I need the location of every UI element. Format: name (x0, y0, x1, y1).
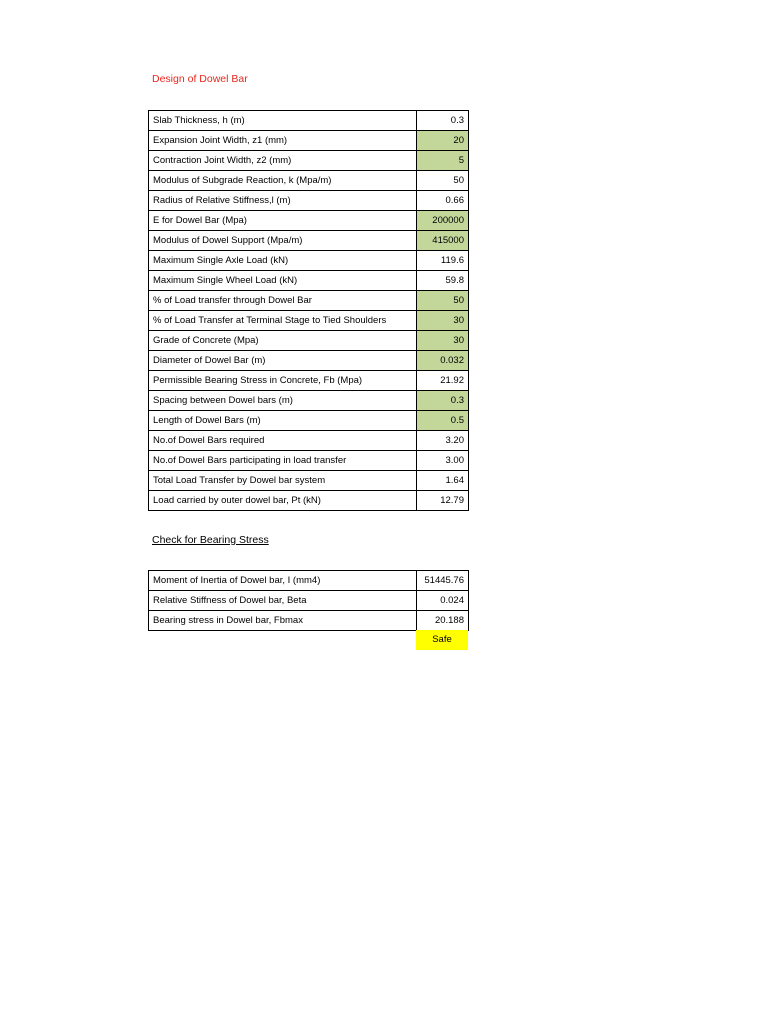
table-row (149, 231, 469, 251)
row-label: Total Load Transfer by Dowel bar system (149, 471, 417, 491)
computed-value-cell: 21.92 (417, 371, 469, 391)
document-title: Design of Dowel Bar (152, 73, 248, 85)
row-label: Diameter of Dowel Bar (m) (149, 351, 417, 371)
dowel-design-table (148, 110, 469, 511)
table-row (149, 211, 469, 231)
row-label: No.of Dowel Bars required (149, 431, 417, 451)
row-label: Bearing stress in Dowel bar, Fbmax (149, 611, 417, 631)
row-label: Relative Stiffness of Dowel bar, Beta (149, 591, 417, 611)
bearing-stress-heading: Check for Bearing Stress (152, 534, 269, 546)
table-row (149, 371, 469, 391)
row-label: E for Dowel Bar (Mpa) (149, 211, 417, 231)
input-value-cell[interactable]: 30 (417, 311, 469, 331)
computed-value-cell: 0.66 (417, 191, 469, 211)
row-label: Slab Thickness, h (m) (149, 111, 417, 131)
computed-value-cell: 51445.76 (417, 571, 469, 591)
row-label: Permissible Bearing Stress in Concrete, Fb (Mpa) (149, 371, 417, 391)
row-label: % of Load Transfer at Terminal Stage to Tied Shoulders (149, 311, 417, 331)
row-label: Maximum Single Wheel Load (kN) (149, 271, 417, 291)
bearing-stress-table-body (149, 571, 469, 631)
input-value-cell[interactable]: 0.5 (417, 411, 469, 431)
row-label: Expansion Joint Width, z1 (mm) (149, 131, 417, 151)
table-row (149, 271, 469, 291)
computed-value-cell: 0.024 (417, 591, 469, 611)
row-label: Radius of Relative Stiffness,l (m) (149, 191, 417, 211)
table-row (149, 571, 469, 591)
computed-value-cell: 1.64 (417, 471, 469, 491)
table-row (149, 491, 469, 511)
computed-value-cell: 119.6 (417, 251, 469, 271)
dowel-design-table-body (149, 111, 469, 511)
input-value-cell[interactable]: 0.3 (417, 391, 469, 411)
table-row (149, 251, 469, 271)
table-row (149, 171, 469, 191)
input-value-cell[interactable]: 30 (417, 331, 469, 351)
table-row (149, 111, 469, 131)
row-label: Length of Dowel Bars (m) (149, 411, 417, 431)
computed-value-cell: 59.8 (417, 271, 469, 291)
input-value-cell[interactable]: 5 (417, 151, 469, 171)
table-row (149, 131, 469, 151)
row-label: Modulus of Subgrade Reaction, k (Mpa/m) (149, 171, 417, 191)
table-row (149, 471, 469, 491)
row-label: Contraction Joint Width, z2 (mm) (149, 151, 417, 171)
bearing-stress-table (148, 570, 469, 631)
row-label: Load carried by outer dowel bar, Pt (kN) (149, 491, 417, 511)
computed-value-cell: 3.20 (417, 431, 469, 451)
table-row (149, 431, 469, 451)
table-row (149, 411, 469, 431)
computed-value-cell: 20.188 (417, 611, 469, 631)
input-value-cell[interactable]: 415000 (417, 231, 469, 251)
input-value-cell[interactable]: 50 (417, 291, 469, 311)
row-label: Maximum Single Axle Load (kN) (149, 251, 417, 271)
input-value-cell[interactable]: 0.032 (417, 351, 469, 371)
computed-value-cell: 3.00 (417, 451, 469, 471)
table-row (149, 591, 469, 611)
row-label: % of Load transfer through Dowel Bar (149, 291, 417, 311)
row-label: Spacing between Dowel bars (m) (149, 391, 417, 411)
row-label: Grade of Concrete (Mpa) (149, 331, 417, 351)
row-label: No.of Dowel Bars participating in load transfer (149, 451, 417, 471)
row-label: Modulus of Dowel Support (Mpa/m) (149, 231, 417, 251)
computed-value-cell: 12.79 (417, 491, 469, 511)
computed-value-cell: 50 (417, 171, 469, 191)
table-row (149, 311, 469, 331)
bearing-check-result: Safe (416, 630, 468, 650)
table-row (149, 331, 469, 351)
table-row (149, 151, 469, 171)
row-label: Moment of Inertia of Dowel bar, I (mm4) (149, 571, 417, 591)
table-row (149, 611, 469, 631)
table-row (149, 391, 469, 411)
table-row (149, 451, 469, 471)
table-row (149, 291, 469, 311)
computed-value-cell: 0.3 (417, 111, 469, 131)
table-row (149, 351, 469, 371)
input-value-cell[interactable]: 20 (417, 131, 469, 151)
input-value-cell[interactable]: 200000 (417, 211, 469, 231)
table-row (149, 191, 469, 211)
